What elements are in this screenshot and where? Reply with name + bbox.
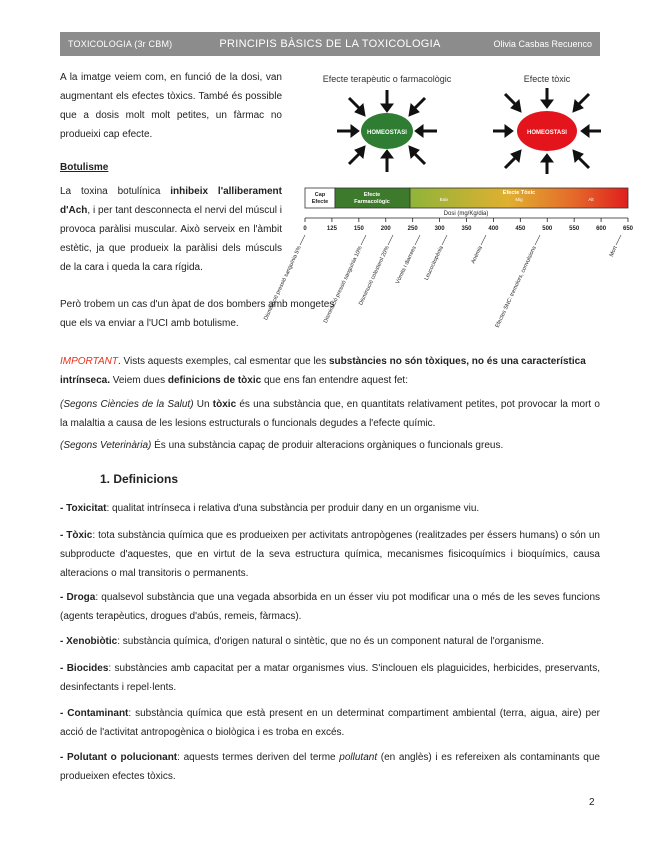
header-title: PRINCIPIS BÀSICS DE LA TOXICOLOGIA (219, 38, 441, 50)
botulism-case-text: Però trobem un cas d'un àpat de dos bombers amb mongetes que els va enviar a l'UCI amb botulisme. (60, 299, 335, 329)
definition-health-bold: tòxic (212, 399, 237, 410)
dose-tick-label: 400 (488, 226, 499, 232)
definition-term: - Polutant o polucionant (60, 752, 178, 763)
axis-title: Dosi (mg/Kg/dia) (443, 211, 489, 217)
page-header (60, 32, 600, 56)
definition-text: : qualitat intrínseca i relativa d'una substància per produir dany en un organisme viu. (106, 503, 480, 514)
definition-health-c: és una substància que, en quantitats relativament petites, pot provocar la mort o la malaltia a causa de les lesions estructurals o funcionals degudes a l'efecte químic. (60, 399, 600, 429)
definition-text: : aquests termes deriven del terme (177, 752, 340, 763)
figure-right-title: Efecte tòxic (523, 74, 571, 84)
dose-tick-label: 650 (622, 226, 634, 232)
segment-pharmacological (335, 188, 410, 208)
segment-toxic-label: Efecte Tòxic (502, 190, 536, 196)
dose-tick-label: 0 (303, 226, 307, 232)
important-tag: IMPORTANT (60, 356, 118, 367)
effect-pointer (535, 235, 540, 245)
effect-pointer (361, 235, 366, 245)
effect-labels (263, 235, 621, 329)
effect-pointer (300, 235, 305, 245)
definition-term: - Toxicitat (60, 503, 107, 514)
figure-left-title: Efecte terapèutic o farmacològic (322, 74, 452, 84)
segment-no-effect-label: Cap Efecte (311, 192, 329, 205)
sub-label-high: Alt (588, 197, 594, 202)
intro-text: A la imatge veiem com, en funció de la dosi, van augmentant els efectes tòxics. També és possible que a dosis molt molt petites, un fàrmac no produeixi cap efecte. (60, 72, 282, 140)
definition-health (60, 395, 600, 433)
botulism-paragraph (60, 182, 282, 277)
definition-text: : substància química, d'origen natural o sintètic, que no és un component natural de l'organisme. (117, 636, 545, 647)
important-text-a: . Vists aquests exemples, cal esmentar que les (117, 356, 329, 367)
effect-pointer (415, 235, 420, 245)
sub-label-mid: Mig (515, 197, 523, 202)
effect-label: Anèmia (470, 245, 484, 265)
page-number: 2 (589, 797, 595, 808)
botulism-text-c: , i per tant desconnecta el nervi del múscul i provoca paràlisi muscular. Això serveix en l'àmbit estètic, ja que produeix la paràlisi dels músculs de la cara i queda la cara rígida. (60, 205, 282, 273)
definition-vet (60, 436, 600, 455)
definition-term: - Xenobiòtic (60, 636, 118, 647)
effect-label: Disminució pressió sanguínia 10% (322, 245, 364, 325)
important-text-bold: substàncies no són tòxiques, no és una característica intrínseca. (60, 356, 586, 386)
homeostasis-figure (317, 68, 617, 178)
dose-tick-label: 500 (542, 226, 553, 232)
definition-item (60, 659, 600, 697)
dose-ticks (303, 218, 633, 232)
header-author: Olivia Casbas Recuenco (493, 39, 592, 49)
dose-tick-label: 600 (596, 226, 607, 232)
botulism-text-a: La toxina botulínica (60, 186, 171, 197)
definition-vet-source: (Segons Veterinària) (60, 440, 152, 451)
important-text-e: que ens fan entendre aquest fet: (261, 375, 408, 386)
section-title: 1. Definicions (100, 472, 179, 486)
definition-item (60, 499, 600, 518)
dose-tick-label: 150 (353, 226, 364, 232)
botulism-text-bold: inhibeix l'alliberament d'Ach (60, 186, 282, 216)
right-ellipse-label: HOMEOSTASI (527, 130, 567, 136)
dose-effect-figure (263, 183, 634, 329)
definition-item (60, 748, 600, 786)
left-ellipse-label: HOMEOSTASI (367, 130, 407, 136)
definition-text: : tota substància química que es produeixen per activitats antropògenes (realitzades per éssers humans) o són un subproducte d'aquestes, que en virtut de la seva estructura química, mecanismes fisicoquímics i bioquímics, causa alteracions o mal transitoris o permanents. (60, 530, 600, 579)
segment-no-effect (305, 188, 335, 208)
effect-pointer (481, 235, 486, 245)
definition-health-a: Un (193, 399, 213, 410)
definition-text: (en anglès) i es refereixen als contaminants que produeixen efectes tòxics. (60, 752, 600, 782)
dose-tick-label: 550 (569, 226, 580, 232)
dose-tick-label: 200 (380, 226, 391, 232)
effect-label: Mort (608, 245, 619, 258)
dose-tick-label: 125 (326, 226, 337, 232)
definition-item (60, 588, 600, 626)
definition-item (60, 704, 600, 742)
definition-text-italic: pollutant (339, 752, 378, 763)
definition-vet-text: És una substància capaç de produir alteracions orgàniques o funcionals greus. (151, 440, 504, 451)
important-text-c: Veiem dues (110, 375, 168, 386)
dose-tick-label: 350 (461, 226, 472, 232)
effect-label: Disminució pressió sanguínia 5% (263, 245, 303, 322)
definition-item (60, 632, 600, 651)
definition-item (60, 526, 600, 583)
definition-term: - Biocides (60, 663, 109, 674)
definition-term: - Droga (60, 592, 96, 603)
sub-label-low: Baix (439, 197, 449, 202)
effect-label: Disminució colesterol 20% (358, 245, 391, 307)
definition-text: : qualsevol substància que una vegada absorbida en un ésser viu pot modificar una o més de les seves funcions (agents terapèutics, drogues d'abús, remeis, fàrmacs). (60, 592, 601, 622)
effect-pointer (616, 235, 621, 245)
dose-tick-label: 300 (434, 226, 445, 232)
definition-health-source: (Segons Ciències de la Salut) (60, 399, 194, 410)
dose-tick-label: 250 (407, 226, 418, 232)
definition-term: - Contaminant (60, 708, 129, 719)
effect-label: Vòmits i diarrees (395, 245, 418, 285)
definition-text: : substància química que està present en un determinat compartiment ambiental (terra, aigua, aire) per acció de l'activitat antropogènica o biològica i es troba en excés. (60, 708, 600, 738)
definition-text: : substàncies amb capacitat per a matar organismes vius. S'inclouen els plaguicides, herbicides, preservants, desinfectants i repel·lents. (60, 663, 600, 693)
effect-label: Efectes SNC: tremolors, convulsions (494, 245, 538, 329)
important-paragraph (60, 352, 600, 390)
definition-term: - Tòxic (60, 530, 93, 541)
dose-tick-label: 450 (515, 226, 526, 232)
effect-pointer (442, 235, 447, 245)
botulism-heading: Botulisme (60, 162, 109, 173)
header-course: TOXICOLOGIA (3r CBM) (68, 39, 173, 49)
effect-pointer (388, 235, 393, 245)
intro-paragraph (60, 68, 282, 144)
important-text-bold-2: definicions de tòxic (167, 375, 262, 386)
segment-pharmacological-label: Efecte Farmacològic (354, 192, 390, 205)
effect-label: Leucocitopènia (423, 245, 445, 282)
